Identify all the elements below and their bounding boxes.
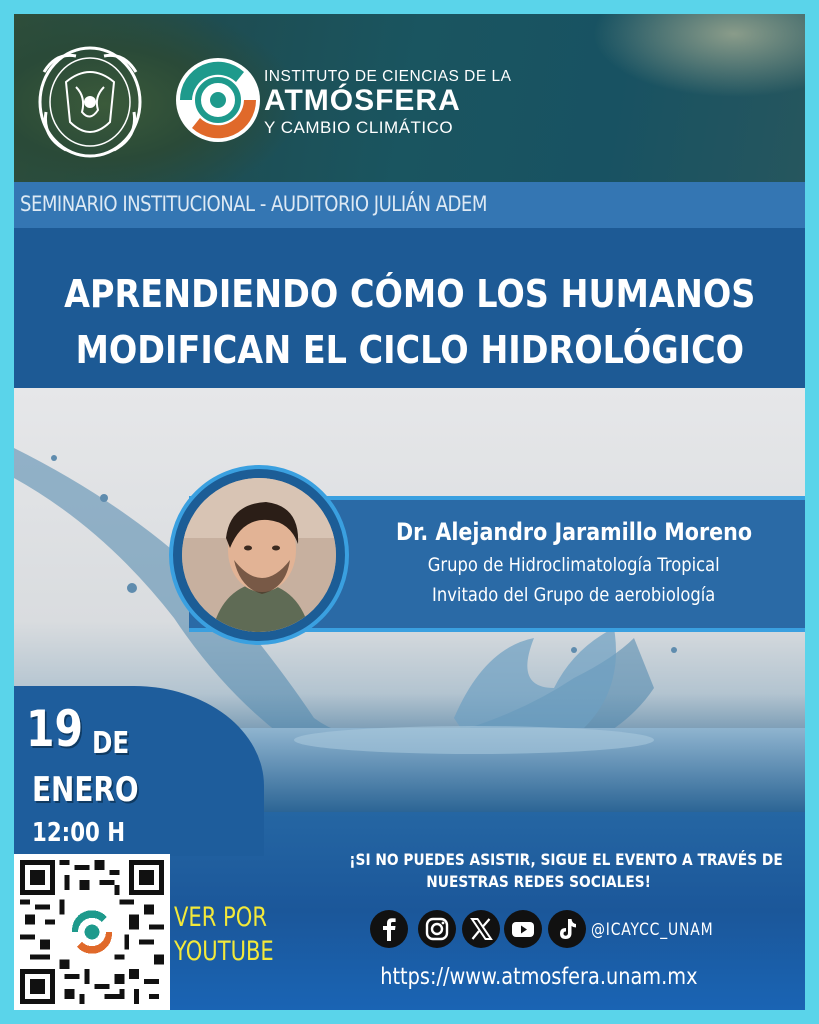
speaker-guest xyxy=(359,584,789,606)
facebook-icon[interactable] xyxy=(370,910,408,948)
cta-line2 xyxy=(314,872,764,891)
event-day: 19 xyxy=(26,700,84,758)
tiktok-icon[interactable] xyxy=(548,910,586,948)
cta-line1 xyxy=(314,850,783,869)
title-line1-text: APRENDIENDO CÓMO LOS HUMANOS xyxy=(63,272,756,316)
social-handle[interactable]: @ICAYCC_UNAM xyxy=(591,920,714,940)
title-box xyxy=(14,228,805,388)
speaker-guest-text: Invitado del Grupo de aerobiología xyxy=(432,584,716,606)
cta-line2-text: NUESTRAS REDES SOCIALES! xyxy=(426,872,652,891)
icaycc-logo-icon xyxy=(174,56,262,144)
speaker-name xyxy=(359,518,789,546)
watch-on-youtube-line1: VER POR xyxy=(174,902,267,933)
event-time: 12:00 H xyxy=(32,818,126,848)
institute-name-line2: ATMÓSFERA xyxy=(264,84,461,117)
speaker-group-text: Grupo de Hidroclimatología Tropical xyxy=(428,554,720,576)
qr-code-icon xyxy=(20,860,164,1004)
website-link-text[interactable]: https://www.atmosfera.unam.mx xyxy=(380,964,698,990)
youtube-qr-code[interactable] xyxy=(14,854,170,1010)
header-aerial-background xyxy=(14,14,805,182)
speaker-photo xyxy=(182,478,336,632)
seminar-band xyxy=(14,182,805,228)
cta-line1-text: ¡SI NO PUEDES ASISTIR, SIGUE EL EVENTO A TRAVÉS DE xyxy=(349,850,783,869)
title-line2-text: MODIFICAN EL CICLO HIDROLÓGICO xyxy=(75,328,744,372)
event-month: ENERO xyxy=(32,770,139,810)
instagram-icon[interactable] xyxy=(418,910,456,948)
website-link[interactable] xyxy=(314,964,764,990)
watch-on-youtube-line2: YOUTUBE xyxy=(174,936,274,967)
youtube-icon[interactable] xyxy=(504,910,542,948)
title-line2 xyxy=(14,328,805,372)
title-line1 xyxy=(14,272,805,316)
speaker-name-text: Dr. Alejandro Jaramillo Moreno xyxy=(395,518,753,546)
seminar-label: SEMINARIO INSTITUCIONAL - AUDITORIO JULIÁN ADEM xyxy=(20,192,487,216)
institute-name-line3: Y CAMBIO CLIMÁTICO xyxy=(264,118,454,137)
institute-name-line1: INSTITUTO DE CIENCIAS DE LA xyxy=(264,68,512,85)
speaker-group xyxy=(359,554,789,576)
unam-seal-icon xyxy=(36,42,144,160)
event-de: DE xyxy=(92,726,130,761)
x-icon[interactable] xyxy=(462,910,500,948)
speaker-portrait-drawing xyxy=(182,478,336,632)
poster xyxy=(14,14,805,1010)
